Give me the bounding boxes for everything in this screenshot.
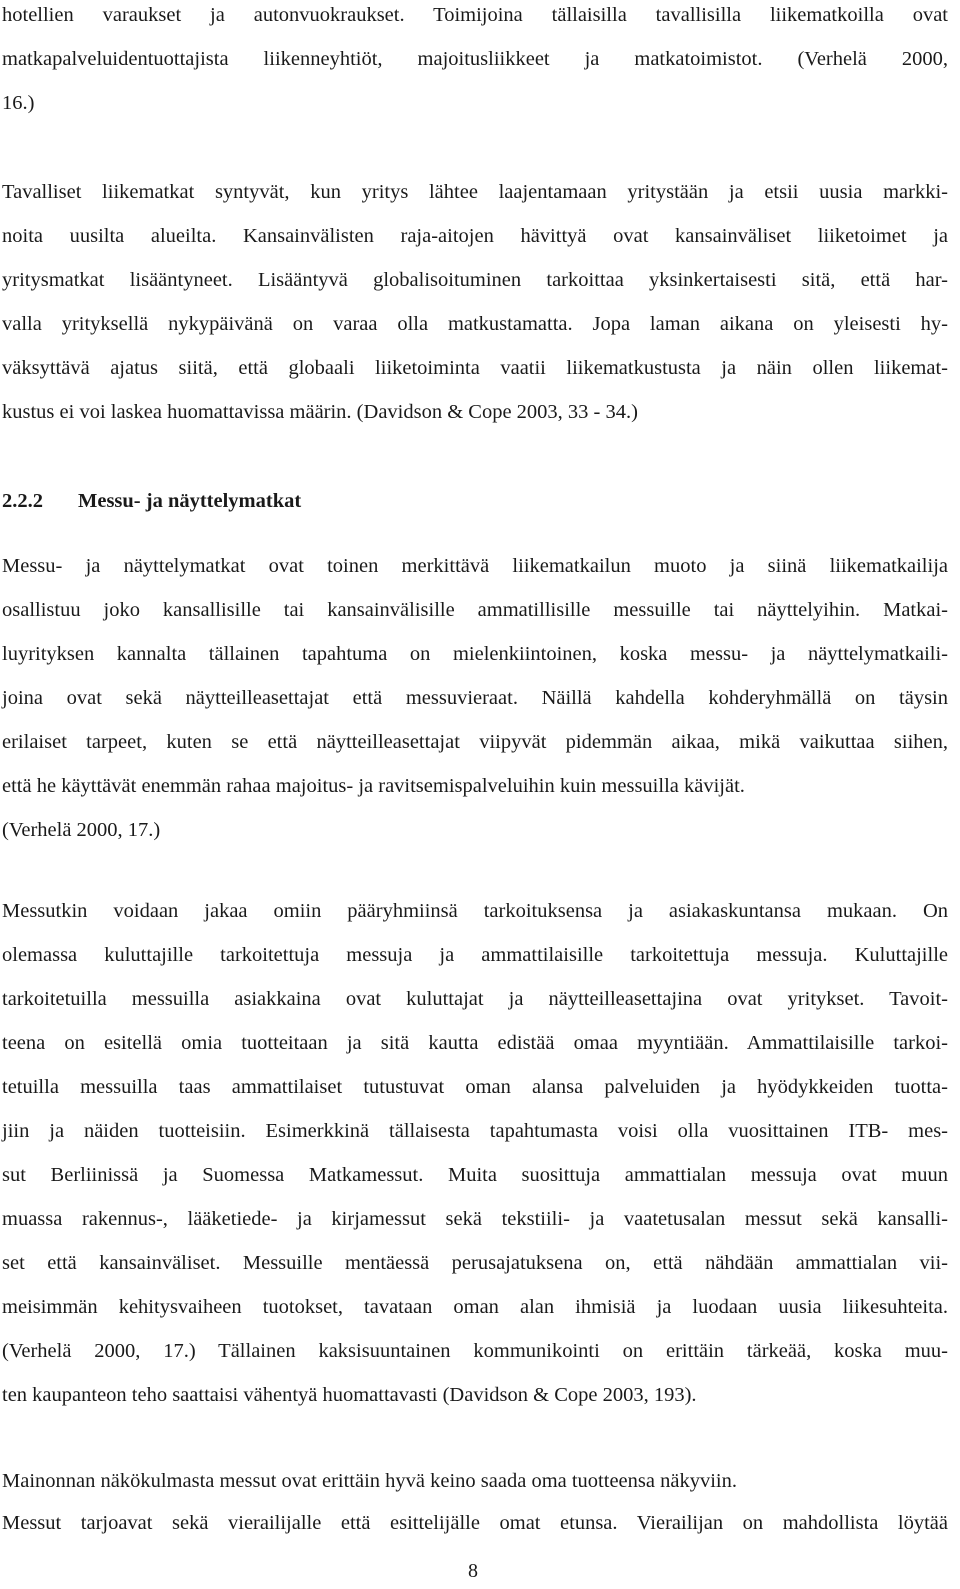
text-line: kustus ei voi laskea huomattavissa määrin. (Davidson & Cope 2003, 33 - 34.) [2, 401, 638, 423]
section-number: 2.2.2 [2, 490, 43, 512]
text-line: Mainonnan näkökulmasta messut ovat erittäin hyvä keino saada oma tuotteensa näkyviin. [2, 1470, 737, 1492]
text-line: noita uusilta alueilta. Kansainvälisten raja-aitojen hävittyä ovat kansainväliset liiketoimet ja [2, 225, 948, 247]
text-line: set että kansainväliset. Messuille mentäessä perusajatuksena on, että nähdään ammattialan vii- [2, 1252, 948, 1274]
text-line: teena on esitellä omia tuotteitaan ja sitä kautta edistää omaa myyntiään. Ammattilaisille tarkoi- [2, 1032, 948, 1054]
text-line: Messut tarjoavat sekä vierailijalle että esittelijälle omat etunsa. Vierailijan on mahdollista löytää [2, 1512, 948, 1534]
text-line: tarkoitetuilla messuilla asiakkaina ovat kuluttajat ja näytteilleasettajina ovat yritykset. Tavoit- [2, 988, 948, 1010]
text-line: joina ovat sekä näytteilleasettajat että messuvieraat. Näillä kahdella kohderyhmällä on täysin [2, 687, 948, 709]
text-line: yritysmatkat lisääntyneet. Lisääntyvä globalisoituminen tarkoittaa yksinkertaisesti sitä, että har- [2, 269, 948, 291]
text-line: että he käyttävät enemmän rahaa majoitus- ja ravitsemispalveluihin kuin messuilla kävijät. [2, 775, 745, 797]
text-line: matkapalveluidentuottajista liikenneyhtiöt, majoitusliikkeet ja matkatoimistot. (Verhelä 2000, [2, 48, 948, 70]
text-line: tetuilla messuilla taas ammattilaiset tutustuvat oman alansa palveluiden ja hyödykkeiden tuotta- [2, 1076, 948, 1098]
text-line: valla yrityksellä nykypäivänä on varaa olla matkustamatta. Jopa laman aikana on yleisesti hy- [2, 313, 948, 335]
text-line: (Verhelä 2000, 17.) Tällainen kaksisuuntainen kommunikointi on erittäin tärkeää, koska muu- [2, 1340, 948, 1362]
text-line: osallistuu joko kansallisille tai kansainvälisille ammatillisille messuille tai näyttelyihin. Matkai- [2, 599, 948, 621]
text-line: luyrityksen kannalta tällainen tapahtuma on mielenkiintoinen, koska messu- ja näyttelymatkaili- [2, 643, 948, 665]
text-line: meisimmän kehitysvaiheen tuotokset, tavataan oman alan ihmisiä ja luodaan uusia liikesuhteita. [2, 1296, 948, 1318]
text-line: Messutkin voidaan jakaa omiin pääryhmiinsä tarkoituksensa ja asiakaskuntansa mukaan. On [2, 900, 948, 922]
text-line: ten kaupanteon teho saattaisi vähentyä huomattavasti (Davidson & Cope 2003, 193). [2, 1384, 697, 1406]
text-line: sut Berliinissä ja Suomessa Matkamessut. Muita suosittuja ammattialan messuja ovat muun [2, 1164, 948, 1186]
page-number: 8 [468, 1560, 478, 1582]
text-line: jiin ja näiden tuotteisiin. Esimerkkinä tällaisesta tapahtumasta voisi olla vuosittainen ITB- mes- [2, 1120, 948, 1142]
text-line: hotellien varaukset ja autonvuokraukset. Toimijoina tällaisilla tavallisilla liikematkoilla ovat [2, 4, 948, 26]
text-line: Tavalliset liikematkat syntyvät, kun yritys lähtee laajentamaan yritystään ja etsii uusia markki- [2, 181, 948, 203]
text-line: 16.) [2, 92, 35, 114]
section-title: Messu- ja näyttelymatkat [78, 490, 302, 512]
text-line: erilaiset tarpeet, kuten se että näytteilleasettajat viipyvät pidemmän aikaa, mikä vaikuttaa siihen, [2, 731, 948, 753]
text-line: muassa rakennus-, lääketiede- ja kirjamessut sekä tekstiili- ja vaatetusalan messut sekä kansalli- [2, 1208, 948, 1230]
text-line: Messu- ja näyttelymatkat ovat toinen merkittävä liikematkailun muoto ja siinä liikematkailija [2, 555, 948, 577]
text-line: (Verhelä 2000, 17.) [2, 819, 161, 841]
text-line: olemassa kuluttajille tarkoitettuja messuja ja ammattilaisille tarkoitettuja messuja. Kuluttajille [2, 944, 948, 966]
section-heading [2, 488, 301, 514]
text-line: väksyttävä ajatus siitä, että globaali liiketoiminta vaatii liikematkustusta ja näin ollen liikemat- [2, 357, 948, 379]
